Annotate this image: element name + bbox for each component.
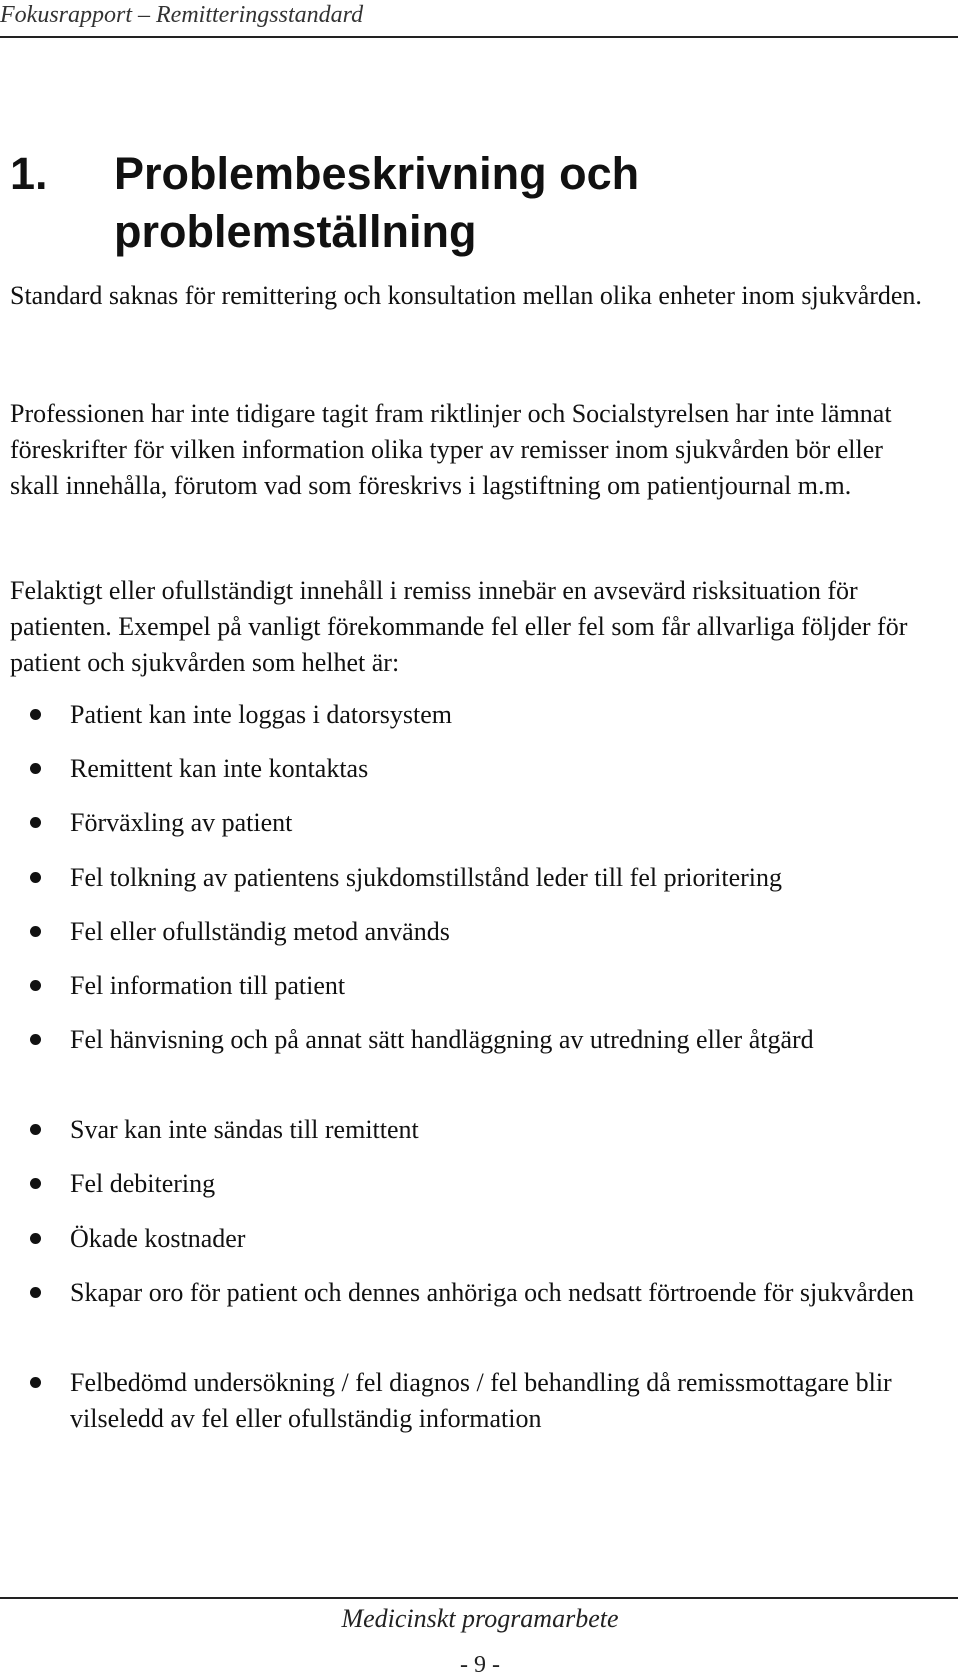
list-item-text: Fel tolkning av patientens sjukdomstillstånd leder till fel prioritering [70,863,782,892]
page-number: - 9 - [460,1652,500,1678]
bullet-icon [30,1377,41,1388]
bullet-icon [30,1233,41,1244]
list-item-text: Remittent kan inte kontaktas [70,754,369,783]
list-item-text: Ökade kostnader [70,1224,246,1253]
section-number: 1. [10,148,48,199]
bullet-icon [30,926,41,937]
list-item-text: Fel eller ofullständig metod används [70,917,450,946]
bullet-icon [30,817,41,828]
list-item-text: Fel information till patient [70,971,346,1000]
list-item-text: Felbedömd undersökning / fel diagnos / fel behandling då remissmottagare blir vilseledd av fel eller ofullständig information [70,1368,892,1433]
bullet-icon [30,1287,41,1298]
bullet-icon [30,980,41,991]
list-item-text: Fel debitering [70,1169,216,1198]
paragraph-risk: Felaktigt eller ofullständigt innehåll i remiss innebär en avsevärd risksituation för patienten. Exempel på vanligt förekommande fel eller fel som får allvarliga följder för patient och sjukvården som helhet är: [10,576,908,677]
list-item-text: Förväxling av patient [70,808,293,837]
bullet-icon [30,763,41,774]
bullet-icon [30,1124,41,1135]
bullet-icon [30,1178,41,1189]
section-title: Problembeskrivning och problemställning [114,148,640,257]
list-item-text: Fel hänvisning och på annat sätt handläggning av utredning eller åtgärd [70,1025,814,1054]
paragraph-intro: Standard saknas för remittering och konsultation mellan olika enheter inom sjukvården. [10,281,922,310]
bullet-icon [30,709,41,720]
footer-divider [0,1597,958,1599]
running-header-title: Fokusrapport – Remitteringsstandard [0,2,364,28]
bullet-icon [30,872,41,883]
bullet-icon [30,1034,41,1045]
paragraph-profession: Professionen har inte tidigare tagit fram riktlinjer och Socialstyrelsen har inte lämnat föreskrifter för vilken information olika typer av remisser inom sjukvården bör eller skall innehålla, förutom vad som föreskrivs i lagstiftning om patientjournal m.m. [10,399,892,500]
list-item-text: Patient kan inte loggas i datorsystem [70,700,452,729]
footer-publication-title: Medicinskt programarbete [341,1604,619,1633]
page-header [0,0,958,38]
list-item-text: Skapar oro för patient och dennes anhöriga och nedsatt förtroende för sjukvården [70,1278,914,1307]
list-item-text: Svar kan inte sändas till remittent [70,1115,419,1144]
